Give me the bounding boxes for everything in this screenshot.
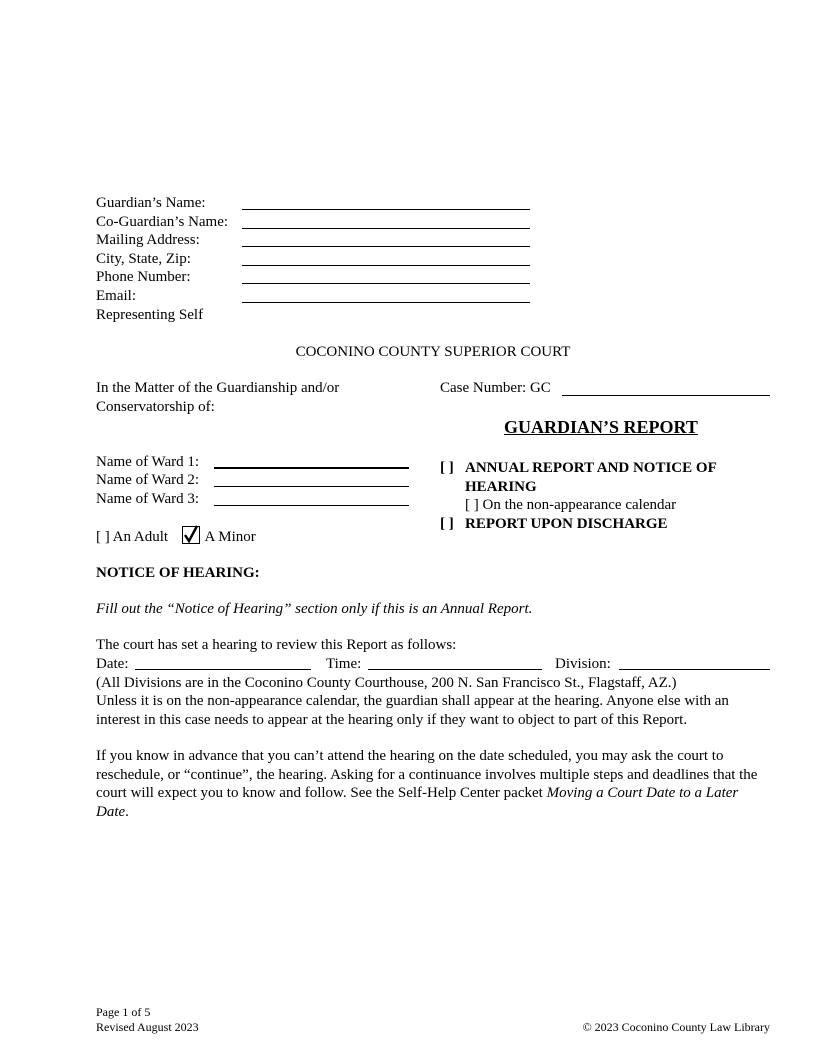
packet-title: Moving a Court Date to a Later Date (96, 785, 739, 820)
email-row (96, 287, 242, 306)
city-state-zip-field[interactable] (242, 265, 530, 266)
ward-2-label: Name of Ward 2: (96, 472, 200, 488)
division-field[interactable] (619, 669, 770, 670)
mailing-address-label: Mailing Address: (96, 232, 200, 248)
time-label: Time: (326, 656, 362, 672)
ward-2-field[interactable] (214, 486, 409, 487)
ward-1-field[interactable] (214, 467, 409, 469)
age-row (96, 526, 256, 547)
guardian-name-field[interactable] (242, 209, 530, 210)
date-field[interactable] (135, 669, 311, 670)
continue-paragraph (96, 747, 772, 821)
annual-report-checkbox[interactable]: [ ] (440, 460, 454, 476)
discharge-checkbox[interactable]: [ ] (440, 516, 454, 532)
mailing-address-row (96, 231, 242, 250)
notice-heading: NOTICE OF HEARING: (96, 565, 260, 581)
co-guardian-name-field[interactable] (242, 228, 530, 229)
city-state-zip-row (96, 250, 242, 269)
case-number-field[interactable] (562, 395, 770, 396)
mailing-address-field[interactable] (242, 246, 530, 247)
report-title: GUARDIAN’S REPORT (504, 417, 698, 437)
matter-line-2: Conservatorship of: (96, 399, 215, 415)
checkmark-icon (182, 524, 200, 544)
annual-report-label-1: ANNUAL REPORT AND NOTICE OF (465, 460, 717, 476)
continue-text: If you know in advance that you can’t attend the hearing on the date scheduled, you may ask the court to reschedule, or “continue”, the hearing. Asking for a continuance involves multiple steps and deadlines that the court will expect you to know and follow. See the Self-Help Center packet (96, 748, 758, 801)
divisions-note: (All Divisions are in the Coconino County Courthouse, 200 N. San Francisco St., Flagstaff, AZ.) (96, 675, 677, 691)
ward-1-label: Name of Ward 1: (96, 454, 200, 470)
minor-checkbox[interactable] (182, 526, 200, 544)
case-number-label: Case Number: GC (440, 380, 551, 396)
division-label: Division: (555, 656, 611, 672)
guardian-name-row (96, 194, 242, 213)
email-label: Email: (96, 288, 136, 304)
guardian-name-label: Guardian’s Name: (96, 195, 206, 211)
notice-instruction: Fill out the “Notice of Hearing” section only if this is an Annual Report. (96, 601, 533, 617)
minor-label: A Minor (204, 529, 256, 545)
phone-number-field[interactable] (242, 283, 530, 284)
discharge-label: REPORT UPON DISCHARGE (465, 516, 668, 532)
ward-3-label: Name of Ward 3: (96, 491, 200, 507)
email-field[interactable] (242, 302, 530, 303)
phone-number-row (96, 268, 242, 287)
phone-number-label: Phone Number: (96, 269, 191, 285)
date-label: Date: (96, 656, 129, 672)
co-guardian-name-row (96, 213, 242, 232)
non-appearance-checkbox[interactable]: [ ] On the non-appearance calendar (465, 497, 677, 513)
appear-paragraph: Unless it is on the non-appearance calendar, the guardian shall appear at the hearing. Anyone else with an interest in this case needs to appear at the hearing only if they want to object to part of this Report. (96, 693, 729, 728)
packet-end: . (125, 803, 129, 820)
copyright: © 2023 Coconino County Law Library (582, 1020, 770, 1034)
notice-intro: The court has set a hearing to review this Report as follows: (96, 637, 457, 653)
page-number: Page 1 of 5 (96, 1005, 151, 1019)
adult-checkbox[interactable]: [ ] An Adult (96, 529, 169, 545)
time-field[interactable] (368, 669, 542, 670)
ward-3-field[interactable] (214, 505, 409, 506)
co-guardian-name-label: Co-Guardian’s Name: (96, 214, 229, 230)
court-name: COCONINO COUNTY SUPERIOR COURT (295, 344, 571, 360)
revised-date: Revised August 2023 (96, 1020, 199, 1034)
representing-self: Representing Self (96, 307, 204, 323)
annual-report-label-2: HEARING (465, 479, 537, 495)
city-state-zip-label: City, State, Zip: (96, 251, 191, 267)
matter-line-1: In the Matter of the Guardianship and/or (96, 380, 340, 396)
